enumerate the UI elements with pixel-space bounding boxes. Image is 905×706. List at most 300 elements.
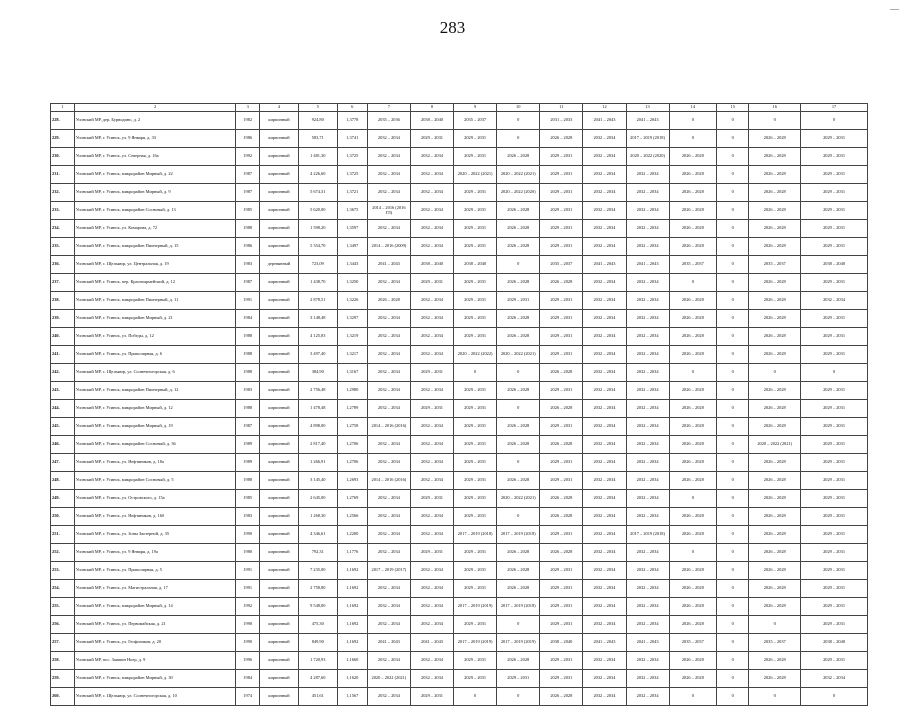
table-cell: 2032 – 2034 — [367, 166, 410, 184]
table-cell: Усинский МР, с. Щельяюр, ул. Солнечногорская, д. 10 — [74, 688, 236, 706]
table-cell: 0 — [717, 598, 749, 616]
table-cell: 1,2200 — [337, 526, 367, 544]
column-header: 17 — [801, 104, 868, 112]
table-cell: 0 — [669, 490, 716, 508]
table-cell: 2026 – 2028 — [749, 220, 801, 238]
table-cell: 1987 — [236, 274, 260, 292]
table-cell: 2041 – 2043 — [367, 634, 410, 652]
table-cell: 5 354,70 — [298, 238, 337, 256]
table-cell: 2026 – 2028 — [669, 202, 716, 220]
table-cell: 0 — [669, 112, 716, 130]
table-cell: 2032 – 2034 — [410, 418, 453, 436]
table-cell: 2029 – 2031 — [454, 310, 497, 328]
table-cell: 1992 — [236, 598, 260, 616]
table-cell: 1,2758 — [337, 418, 367, 436]
table-cell: 239. — [51, 310, 75, 328]
table-cell: 246. — [51, 436, 75, 454]
table-cell: Усинский МР, г. Усинск, пер. Красноармейский, д. 12 — [74, 274, 236, 292]
table-cell: 1,3443 — [337, 256, 367, 274]
table-cell: 2 758,80 — [298, 580, 337, 598]
table-cell: 2026 – 2028 — [749, 148, 801, 166]
table-cell: 2014 – 2016 (2009) — [367, 238, 410, 256]
table-cell: Усинский МР, г. Усинск, микрорайон Пионерный, д. 15 — [74, 238, 236, 256]
table-cell: 2032 – 2034 — [583, 454, 626, 472]
table-cell: 2032 – 2034 — [410, 616, 453, 634]
table-cell: 1 478,48 — [298, 400, 337, 418]
table-cell: 2026 – 2028 — [749, 418, 801, 436]
table-cell: 2026 – 2028 — [749, 400, 801, 418]
table-cell: 2029 – 2031 — [540, 382, 583, 400]
table-cell: 2026 – 2028 — [749, 544, 801, 562]
table-cell: 1,2693 — [337, 472, 367, 490]
table-cell: 1,1692 — [337, 562, 367, 580]
table-cell: 2029 – 2031 — [454, 580, 497, 598]
table-row — [51, 688, 868, 706]
table-cell: 2032 – 2034 — [367, 598, 410, 616]
table-cell: кирпичный — [260, 166, 299, 184]
table-cell: 2032 – 2034 — [367, 148, 410, 166]
table-cell: 244. — [51, 400, 75, 418]
table-cell: 2035 – 2037 — [749, 634, 801, 652]
table-row — [51, 310, 868, 328]
table-cell: 2029 – 2031 — [454, 382, 497, 400]
table-cell: 2026 – 2028 — [669, 382, 716, 400]
table-cell: Усинский МР, г. Усинск, микрорайон Пионерный, д. 12 — [74, 382, 236, 400]
table-cell: 1,3297 — [337, 310, 367, 328]
table-body — [51, 112, 868, 706]
table-cell: 2032 – 2034 — [367, 184, 410, 202]
table-cell: Усинский МР, г. Усинск, микрорайон Пионерный, д. 11 — [74, 292, 236, 310]
table-cell: 1,3725 — [337, 166, 367, 184]
column-header: 15 — [717, 104, 749, 112]
table-cell: 2026 – 2028 — [669, 238, 716, 256]
table-cell: 2029 – 2031 — [540, 310, 583, 328]
table-cell: кирпичный — [260, 184, 299, 202]
table-cell: 2029 – 2031 — [454, 616, 497, 634]
table-cell: 2020 – 2022 (2021) — [497, 490, 540, 508]
table-cell: 1983 — [236, 508, 260, 526]
table-cell: 1,1567 — [337, 688, 367, 706]
table-cell: 2029 – 2031 — [540, 670, 583, 688]
table-row — [51, 616, 868, 634]
table-cell: 1,3741 — [337, 130, 367, 148]
table-cell: 2026 – 2028 — [540, 400, 583, 418]
table-cell: 2032 – 2034 — [410, 166, 453, 184]
table-cell: 1990 — [236, 526, 260, 544]
table-cell: 0 — [717, 382, 749, 400]
table-cell: кирпичный — [260, 202, 299, 220]
table-cell: 2017 – 2019 (2019) — [454, 598, 497, 616]
table-cell: 2 817,40 — [298, 436, 337, 454]
table-cell: 2029 – 2031 — [454, 220, 497, 238]
table-cell: 1,3778 — [337, 112, 367, 130]
table-cell: 2026 – 2028 — [497, 148, 540, 166]
table-cell: 2032 – 2034 — [410, 580, 453, 598]
table-cell: 2038 – 2040 — [454, 256, 497, 274]
table-cell: 1988 — [236, 364, 260, 382]
table-cell: 1 720,93 — [298, 652, 337, 670]
table-cell: 2026 – 2028 — [749, 580, 801, 598]
table-cell: 2029 – 2031 — [801, 454, 868, 472]
table-cell: 1,3597 — [337, 220, 367, 238]
table-cell: 0 — [717, 202, 749, 220]
table-cell: 2029 – 2031 — [801, 418, 868, 436]
table-cell: 2032 – 2034 — [583, 310, 626, 328]
table-cell: 2032 – 2034 — [583, 616, 626, 634]
table-cell: 2026 – 2028 — [540, 274, 583, 292]
table-cell: Усинский МР, г. Усинск, ул. Нефтяников, д. 16б — [74, 508, 236, 526]
table-cell: 2032 – 2034 — [583, 148, 626, 166]
table-cell: 2032 – 2034 — [626, 418, 669, 436]
table-cell: 2032 – 2034 — [410, 598, 453, 616]
table-cell: 0 — [717, 400, 749, 418]
table-cell: 7 235,00 — [298, 562, 337, 580]
table-cell: 0 — [717, 256, 749, 274]
table-cell: 243. — [51, 382, 75, 400]
table-cell: 2032 – 2034 — [410, 454, 453, 472]
table-cell: 2017 – 2019 (2018) — [626, 526, 669, 544]
table-cell: 2026 – 2028 — [749, 184, 801, 202]
table-cell: 1988 — [236, 328, 260, 346]
table-cell: 0 — [717, 544, 749, 562]
table-cell: 2038 – 2040 — [410, 256, 453, 274]
table-cell: 1,3217 — [337, 346, 367, 364]
table-cell: 0 — [497, 364, 540, 382]
table-cell: 1,1692 — [337, 598, 367, 616]
table-cell: 2026 – 2028 — [749, 454, 801, 472]
table-cell: 2029 – 2031 — [801, 220, 868, 238]
table-cell: 2032 – 2034 — [626, 670, 669, 688]
table-cell: 2029 – 2031 — [410, 274, 453, 292]
table-cell: 255. — [51, 598, 75, 616]
table-cell: 1988 — [236, 346, 260, 364]
table-cell: 2032 – 2034 — [367, 652, 410, 670]
table-cell: 2026 – 2028 — [540, 364, 583, 382]
table-cell: 2032 – 2034 — [410, 436, 453, 454]
table-cell: 3 497,40 — [298, 346, 337, 364]
table-cell: 1989 — [236, 436, 260, 454]
table-cell: 1,1692 — [337, 580, 367, 598]
table-cell: 2032 – 2034 — [367, 436, 410, 454]
table-cell: 2032 – 2034 — [367, 526, 410, 544]
table-cell: 2029 – 2031 — [801, 652, 868, 670]
table-cell: 2026 – 2028 — [669, 166, 716, 184]
table-cell: кирпичный — [260, 274, 299, 292]
table-cell: 0 — [497, 508, 540, 526]
table-cell: 849,90 — [298, 634, 337, 652]
table-cell: 2029 – 2031 — [410, 364, 453, 382]
table-cell: 260. — [51, 688, 75, 706]
table-cell: 253. — [51, 562, 75, 580]
table-cell: 4 226,60 — [298, 166, 337, 184]
table-cell: 1986 — [236, 238, 260, 256]
table-cell: 2029 – 2031 — [410, 490, 453, 508]
table-cell: 2032 – 2034 — [626, 616, 669, 634]
table-cell: 1 438,70 — [298, 274, 337, 292]
table-cell: 0 — [669, 688, 716, 706]
table-cell: 0 — [749, 688, 801, 706]
table-cell: 0 — [717, 634, 749, 652]
table-cell: 2026 – 2028 — [749, 328, 801, 346]
table-cell: 0 — [717, 652, 749, 670]
table-cell: 2032 – 2034 — [583, 418, 626, 436]
column-header: 12 — [583, 104, 626, 112]
table-cell: 2029 – 2031 — [801, 508, 868, 526]
table-cell: 2026 – 2028 — [749, 238, 801, 256]
table-cell: 2014 – 2016 (2016 ГЛ) — [367, 202, 410, 220]
table-row — [51, 256, 868, 274]
table-cell: 1,2789 — [337, 400, 367, 418]
table-cell: 2029 – 2031 — [540, 346, 583, 364]
table-row — [51, 184, 868, 202]
table-cell: Усинский МР, г. Усинск, микрорайон Мирный, д. 9 — [74, 184, 236, 202]
table-cell: 2029 – 2031 — [540, 148, 583, 166]
table-cell: 2029 – 2031 — [454, 148, 497, 166]
column-header: 11 — [540, 104, 583, 112]
table-cell: 2 756,48 — [298, 382, 337, 400]
table-cell: 1988 — [236, 400, 260, 418]
table-cell: 228. — [51, 112, 75, 130]
table-cell: 242. — [51, 364, 75, 382]
table-cell: 0 — [717, 472, 749, 490]
table-cell: 723,09 — [298, 256, 337, 274]
table-cell: кирпичный — [260, 364, 299, 382]
table-cell: 2032 – 2034 — [367, 364, 410, 382]
table-cell: 2032 – 2034 — [626, 508, 669, 526]
table-cell: 2026 – 2028 — [749, 310, 801, 328]
table-cell: 0 — [717, 220, 749, 238]
table-cell: 1,2566 — [337, 508, 367, 526]
table-cell: 0 — [717, 562, 749, 580]
table-cell: 2026 – 2028 — [749, 652, 801, 670]
table-cell: 2041 – 2043 — [626, 256, 669, 274]
table-cell: 0 — [497, 454, 540, 472]
table-cell: 0 — [717, 580, 749, 598]
table-cell: 0 — [749, 112, 801, 130]
table-cell: 2026 – 2028 — [497, 418, 540, 436]
table-cell: 2026 – 2028 — [749, 382, 801, 400]
table-cell: 2026 – 2028 — [497, 544, 540, 562]
table-cell: 2032 – 2034 — [367, 328, 410, 346]
column-header: 13 — [626, 104, 669, 112]
table-cell: 2032 – 2034 — [583, 166, 626, 184]
table-cell: 1 266,91 — [298, 454, 337, 472]
table-cell: 2032 – 2034 — [367, 490, 410, 508]
table-cell: Усинский МР, г. Усинск, микрорайон Мирный, д. 30 — [74, 670, 236, 688]
table-cell: 252. — [51, 544, 75, 562]
table-cell: 2026 – 2028 — [749, 562, 801, 580]
column-header: 8 — [410, 104, 453, 112]
table-cell: 2032 – 2034 — [801, 670, 868, 688]
table-cell: 2032 – 2034 — [626, 454, 669, 472]
column-header: 7 — [367, 104, 410, 112]
table-cell: 2029 – 2031 — [540, 418, 583, 436]
table-cell: 2020 – 2022 (2021) — [497, 346, 540, 364]
table-cell: 254. — [51, 580, 75, 598]
table-cell: 2026 – 2028 — [749, 598, 801, 616]
table-cell: 2038 – 2040 — [410, 112, 453, 130]
table-cell: 2032 – 2034 — [583, 400, 626, 418]
table-cell: 2026 – 2028 — [669, 526, 716, 544]
table-cell: 1,3250 — [337, 274, 367, 292]
table-cell: 2029 – 2031 — [454, 274, 497, 292]
table-cell: 240. — [51, 328, 75, 346]
table-cell: 1990 — [236, 616, 260, 634]
table-cell: 2029 – 2031 — [801, 310, 868, 328]
table-cell: 2026 – 2028 — [669, 580, 716, 598]
table-cell: 0 — [717, 184, 749, 202]
table-cell: 2032 – 2034 — [410, 292, 453, 310]
table-cell: 1988 — [236, 220, 260, 238]
table-cell: 0 — [717, 454, 749, 472]
table-cell: 2029 – 2031 — [801, 202, 868, 220]
table-cell: 1991 — [236, 580, 260, 598]
table-cell: 2032 – 2034 — [367, 310, 410, 328]
table-cell: 451,61 — [298, 688, 337, 706]
table-cell: Усинский МР, г. Усинск, микрорайон Сосновый, д. 5 — [74, 472, 236, 490]
table-cell: 2032 – 2034 — [583, 382, 626, 400]
table-cell: Усинский МР, г. Усинск, микрорайон Сосновый, д. 36 — [74, 436, 236, 454]
table-cell: 232. — [51, 184, 75, 202]
table-cell: 792,31 — [298, 544, 337, 562]
table-cell: 2032 – 2034 — [367, 544, 410, 562]
table-cell: 2014 – 2016 (2016) — [367, 472, 410, 490]
table-cell: 2026 – 2028 — [669, 310, 716, 328]
table-cell: кирпичный — [260, 490, 299, 508]
table-cell: 2 645,00 — [298, 490, 337, 508]
table-cell: 2032 – 2034 — [626, 400, 669, 418]
table-cell: 1982 — [236, 112, 260, 130]
table-row — [51, 544, 868, 562]
table-cell: 2032 – 2034 — [626, 238, 669, 256]
table-cell: 2026 – 2028 — [497, 202, 540, 220]
table-cell: 0 — [717, 526, 749, 544]
table-cell: 2032 – 2034 — [801, 292, 868, 310]
table-cell: 1991 — [236, 292, 260, 310]
table-cell: 2026 – 2028 — [669, 472, 716, 490]
table-cell: 2017 – 2019 (2018) — [497, 526, 540, 544]
table-cell: 2026 – 2028 — [669, 220, 716, 238]
table-cell: Усинский МР, г. Усинск, микрорайон Мирный, д. 22 — [74, 166, 236, 184]
table-cell: 231. — [51, 166, 75, 184]
table-cell: 2017 – 2019 (2019) — [454, 634, 497, 652]
table-cell: 2029 – 2031 — [454, 652, 497, 670]
table-cell: 2032 – 2034 — [583, 472, 626, 490]
table-row — [51, 562, 868, 580]
table-cell: Усинский МР, г. Усинск, ул. Островского, д. 15а — [74, 490, 236, 508]
table-cell: 2026 – 2028 — [749, 292, 801, 310]
table-cell: 245. — [51, 418, 75, 436]
table-cell: 4 898,00 — [298, 418, 337, 436]
table-cell: 2029 – 2031 — [454, 130, 497, 148]
table-row — [51, 652, 868, 670]
table-cell: 2029 – 2031 — [801, 436, 868, 454]
table-cell: 2026 – 2028 — [669, 454, 716, 472]
table-cell: 2029 – 2031 — [801, 598, 868, 616]
table-cell: 4 287,60 — [298, 670, 337, 688]
table-cell: 0 — [717, 112, 749, 130]
table-cell: 5 674,31 — [298, 184, 337, 202]
table-cell: Усинский МР, г. Усинск, ул. Нефтяников, д. 18а — [74, 454, 236, 472]
table-cell: 2032 – 2034 — [583, 580, 626, 598]
table-cell: 1,1692 — [337, 634, 367, 652]
table-cell: 0 — [717, 670, 749, 688]
table-cell: кирпичный — [260, 688, 299, 706]
table-cell: 2029 – 2031 — [540, 598, 583, 616]
table-cell: 257. — [51, 634, 75, 652]
table-cell: 2032 – 2034 — [367, 400, 410, 418]
table-cell: Усинский МР, г. Усинск, ул. Магистральная, д. 17 — [74, 580, 236, 598]
table-cell: 0 — [717, 436, 749, 454]
table-cell: 2029 – 2031 — [410, 130, 453, 148]
table-cell: 0 — [717, 364, 749, 382]
table-cell: 2032 – 2034 — [410, 328, 453, 346]
table-cell: 2029 – 2031 — [410, 544, 453, 562]
table-cell: 0 — [717, 616, 749, 634]
table-cell: 1,2706 — [337, 436, 367, 454]
table-cell: 2026 – 2028 — [497, 220, 540, 238]
table-row — [51, 580, 868, 598]
table-cell: 2032 – 2034 — [367, 688, 410, 706]
table-row — [51, 238, 868, 256]
table-cell: 2032 – 2034 — [583, 328, 626, 346]
table-cell: 2032 – 2034 — [410, 184, 453, 202]
table-cell: 0 — [749, 616, 801, 634]
table-cell: 2032 – 2034 — [410, 202, 453, 220]
table-cell: 2020 – 2022 (2020) — [626, 148, 669, 166]
table-cell: 1,1660 — [337, 652, 367, 670]
table-cell: 0 — [497, 616, 540, 634]
table-cell: 250. — [51, 508, 75, 526]
table-cell: 2032 – 2034 — [583, 436, 626, 454]
table-cell: 2026 – 2028 — [749, 508, 801, 526]
table-cell: 2032 – 2034 — [583, 130, 626, 148]
column-header: 16 — [749, 104, 801, 112]
table-cell: кирпичный — [260, 616, 299, 634]
table-cell: 1,3226 — [337, 292, 367, 310]
table-cell: 2032 – 2034 — [626, 202, 669, 220]
table-cell: 247. — [51, 454, 75, 472]
header-row — [51, 104, 868, 112]
table-row — [51, 490, 868, 508]
table-cell: 2026 – 2028 — [669, 652, 716, 670]
table-cell: 2020 – 2022 (2021) — [454, 166, 497, 184]
table-cell: кирпичный — [260, 130, 299, 148]
table-cell: 258. — [51, 652, 75, 670]
column-header: 3 — [236, 104, 260, 112]
table-cell: 2041 – 2043 — [583, 634, 626, 652]
table-cell: 230. — [51, 148, 75, 166]
table-cell: 2026 – 2028 — [497, 382, 540, 400]
table-cell: 2026 – 2028 — [749, 166, 801, 184]
table-cell: Усинский МР, г. Усинск, микрорайон Сосновый, д. 13 — [74, 202, 236, 220]
table-cell: 2029 – 2031 — [801, 580, 868, 598]
table-cell: 2020 – 2022 (2022) — [454, 346, 497, 364]
table-cell: 2029 – 2031 — [801, 328, 868, 346]
table-cell: 2029 – 2031 — [540, 454, 583, 472]
table-cell: 2017 – 2019 (2018) — [454, 526, 497, 544]
table-cell: 2029 – 2031 — [454, 472, 497, 490]
table-cell: 229. — [51, 130, 75, 148]
table-cell: кирпичный — [260, 220, 299, 238]
table-cell: 1 268,30 — [298, 508, 337, 526]
table-cell: 2041 – 2043 — [583, 112, 626, 130]
table-cell: 0 — [669, 130, 716, 148]
table-cell: Усинский МР, г. Усинск, ул. 9 Января, д. 19а — [74, 544, 236, 562]
table-cell: 0 — [669, 274, 716, 292]
table-cell: 0 — [497, 400, 540, 418]
table-cell: 2032 – 2034 — [583, 184, 626, 202]
